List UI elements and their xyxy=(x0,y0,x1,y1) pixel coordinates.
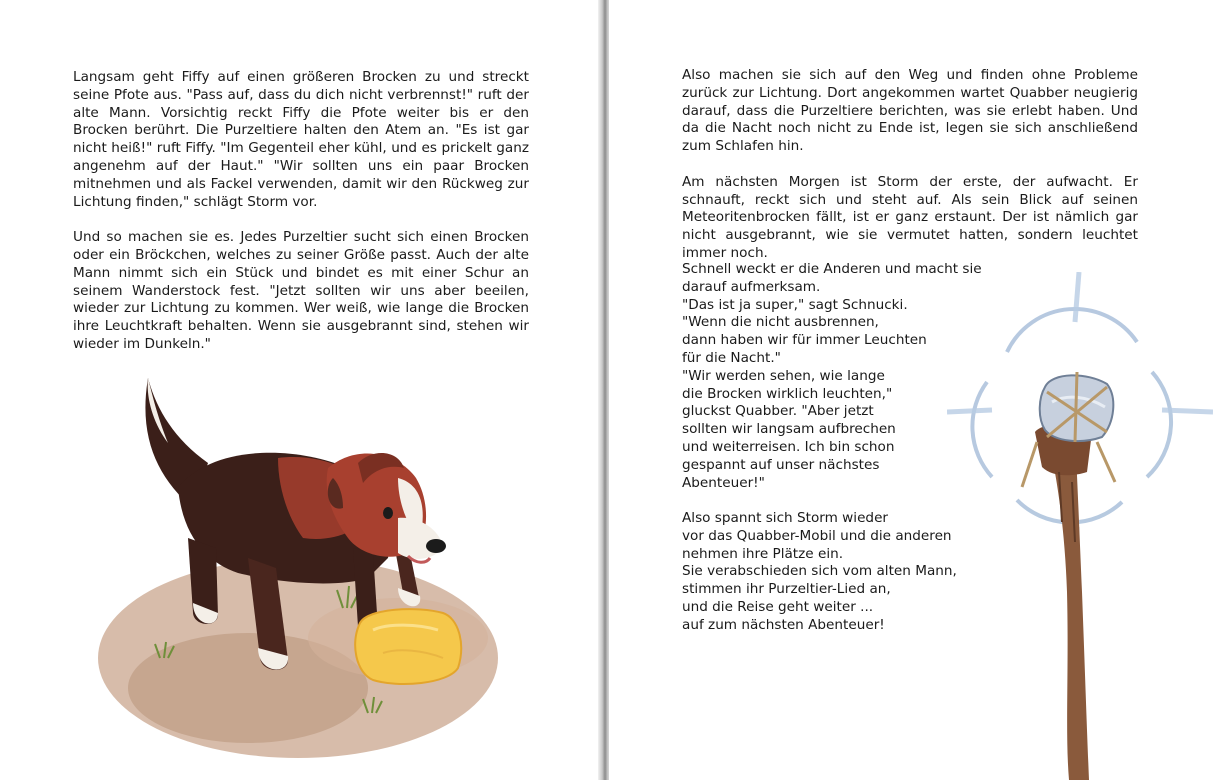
text-line: und weiterreisen. Ich bin schon xyxy=(682,438,895,455)
right-page xyxy=(609,0,1213,780)
text-line: Abenteuer!" xyxy=(682,474,765,491)
right-text-block xyxy=(682,67,1138,263)
text-line: gluckst Quabber. "Aber jetzt xyxy=(682,403,874,420)
text-line: "Das ist ja super," sagt Schnucki. xyxy=(682,296,908,313)
text-line: nehmen ihre Plätze ein. xyxy=(682,545,844,562)
text-line: die Brocken wirklich leuchten," xyxy=(682,385,893,402)
text-line: "Wir werden sehen, wie lange xyxy=(682,367,885,384)
left-paragraph-2: Und so machen sie es. Jedes Purzeltier sucht sich einen Brocken oder ein Bröckchen, welches zu seiner Größe passt. Auch der alte Mann nimmt sich ein Stück und bindet es mit einer Schur an seinem Wanderstock fest. "Jetzt sollten wir uns aber beeilen, wieder zur Lichtung zu kommen. Wer weiß, wie lange die Brocken ihre Leuchtkraft behalten. Wenn sie ausgebrannt sind, stehen wir wieder im Dunkeln." xyxy=(73,229,529,352)
text-line: "Wenn die nicht ausbrennen, xyxy=(682,314,879,331)
right-paragraph-1: Also machen sie sich auf den Weg und finden ohne Probleme zurück zur Lichtung. Dort angekommen wartet Quabber neugierig darauf, dass die Purzeltiere berichten, was sie erlebt haben. Und da die Nacht noch nicht zu Ende ist, legen sie sich anschließend zum Schlafen hin. xyxy=(682,67,1138,155)
right-paragraph-2: Am nächsten Morgen ist Storm der erste, der aufwacht. Er schnauft, reckt sich und steht auf. Als sein Blick auf seinen Meteoritenbrocken fällt, ist er ganz erstaunt. Der ist nämlich gar nicht ausgebrannt, wie sie vermutet hatten, sondern leuchtet immer noch. xyxy=(682,173,1138,261)
text-line: und die Reise geht weiter ... xyxy=(682,598,874,615)
text-line: dann haben wir für immer Leuchten xyxy=(682,332,927,349)
left-paragraph-1: Langsam geht Fiffy auf einen größeren Brocken zu und streckt seine Pfote aus. "Pass auf, dass du dich nicht verbrennst!" ruft der alte Mann. Vorsichtig reckt Fiffy die Pfote weiter bis er den Brocken berührt. Die Purzeltiere halten den Atem an. "Es ist gar nicht heiß!" ruft Fiffy. "Im Gegenteil eher kühl, und es prickelt ganz angenehm auf der Haut." "Wir sollten uns ein paar Brocken mitnehmen und als Fackel verwenden, damit wir den Rückweg zur Lichtung finden," schlägt Storm vor. xyxy=(73,69,529,210)
text-line: darauf aufmerksam. xyxy=(682,278,821,295)
glowing-rock xyxy=(355,609,461,684)
text-line: Also spannt sich Storm wieder xyxy=(682,510,889,526)
walking-stick xyxy=(1047,432,1089,780)
text-line: stimmen ihr Purzeltier-Lied an, xyxy=(682,581,891,598)
left-text-block xyxy=(73,69,529,372)
text-line: auf zum nächsten Abenteuer! xyxy=(682,616,885,633)
walking-stick-illustration xyxy=(947,272,1213,780)
left-page xyxy=(0,0,602,780)
text-line: für die Nacht." xyxy=(682,349,781,366)
text-line: gespannt auf unser nächstes xyxy=(682,456,880,473)
dog-illustration xyxy=(98,368,502,768)
text-line: sollten wir langsam aufbrechen xyxy=(682,421,896,438)
dog-eye xyxy=(383,507,393,519)
text-line: vor das Quabber-Mobil und die anderen xyxy=(682,527,952,544)
right-lines-block-2 xyxy=(682,510,957,635)
right-lines-block-1 xyxy=(682,261,982,492)
text-line: Sie verabschieden sich vom alten Mann, xyxy=(682,563,957,580)
dog-nose xyxy=(426,539,446,553)
text-line: Schnell weckt er die Anderen und macht sie xyxy=(682,261,982,277)
